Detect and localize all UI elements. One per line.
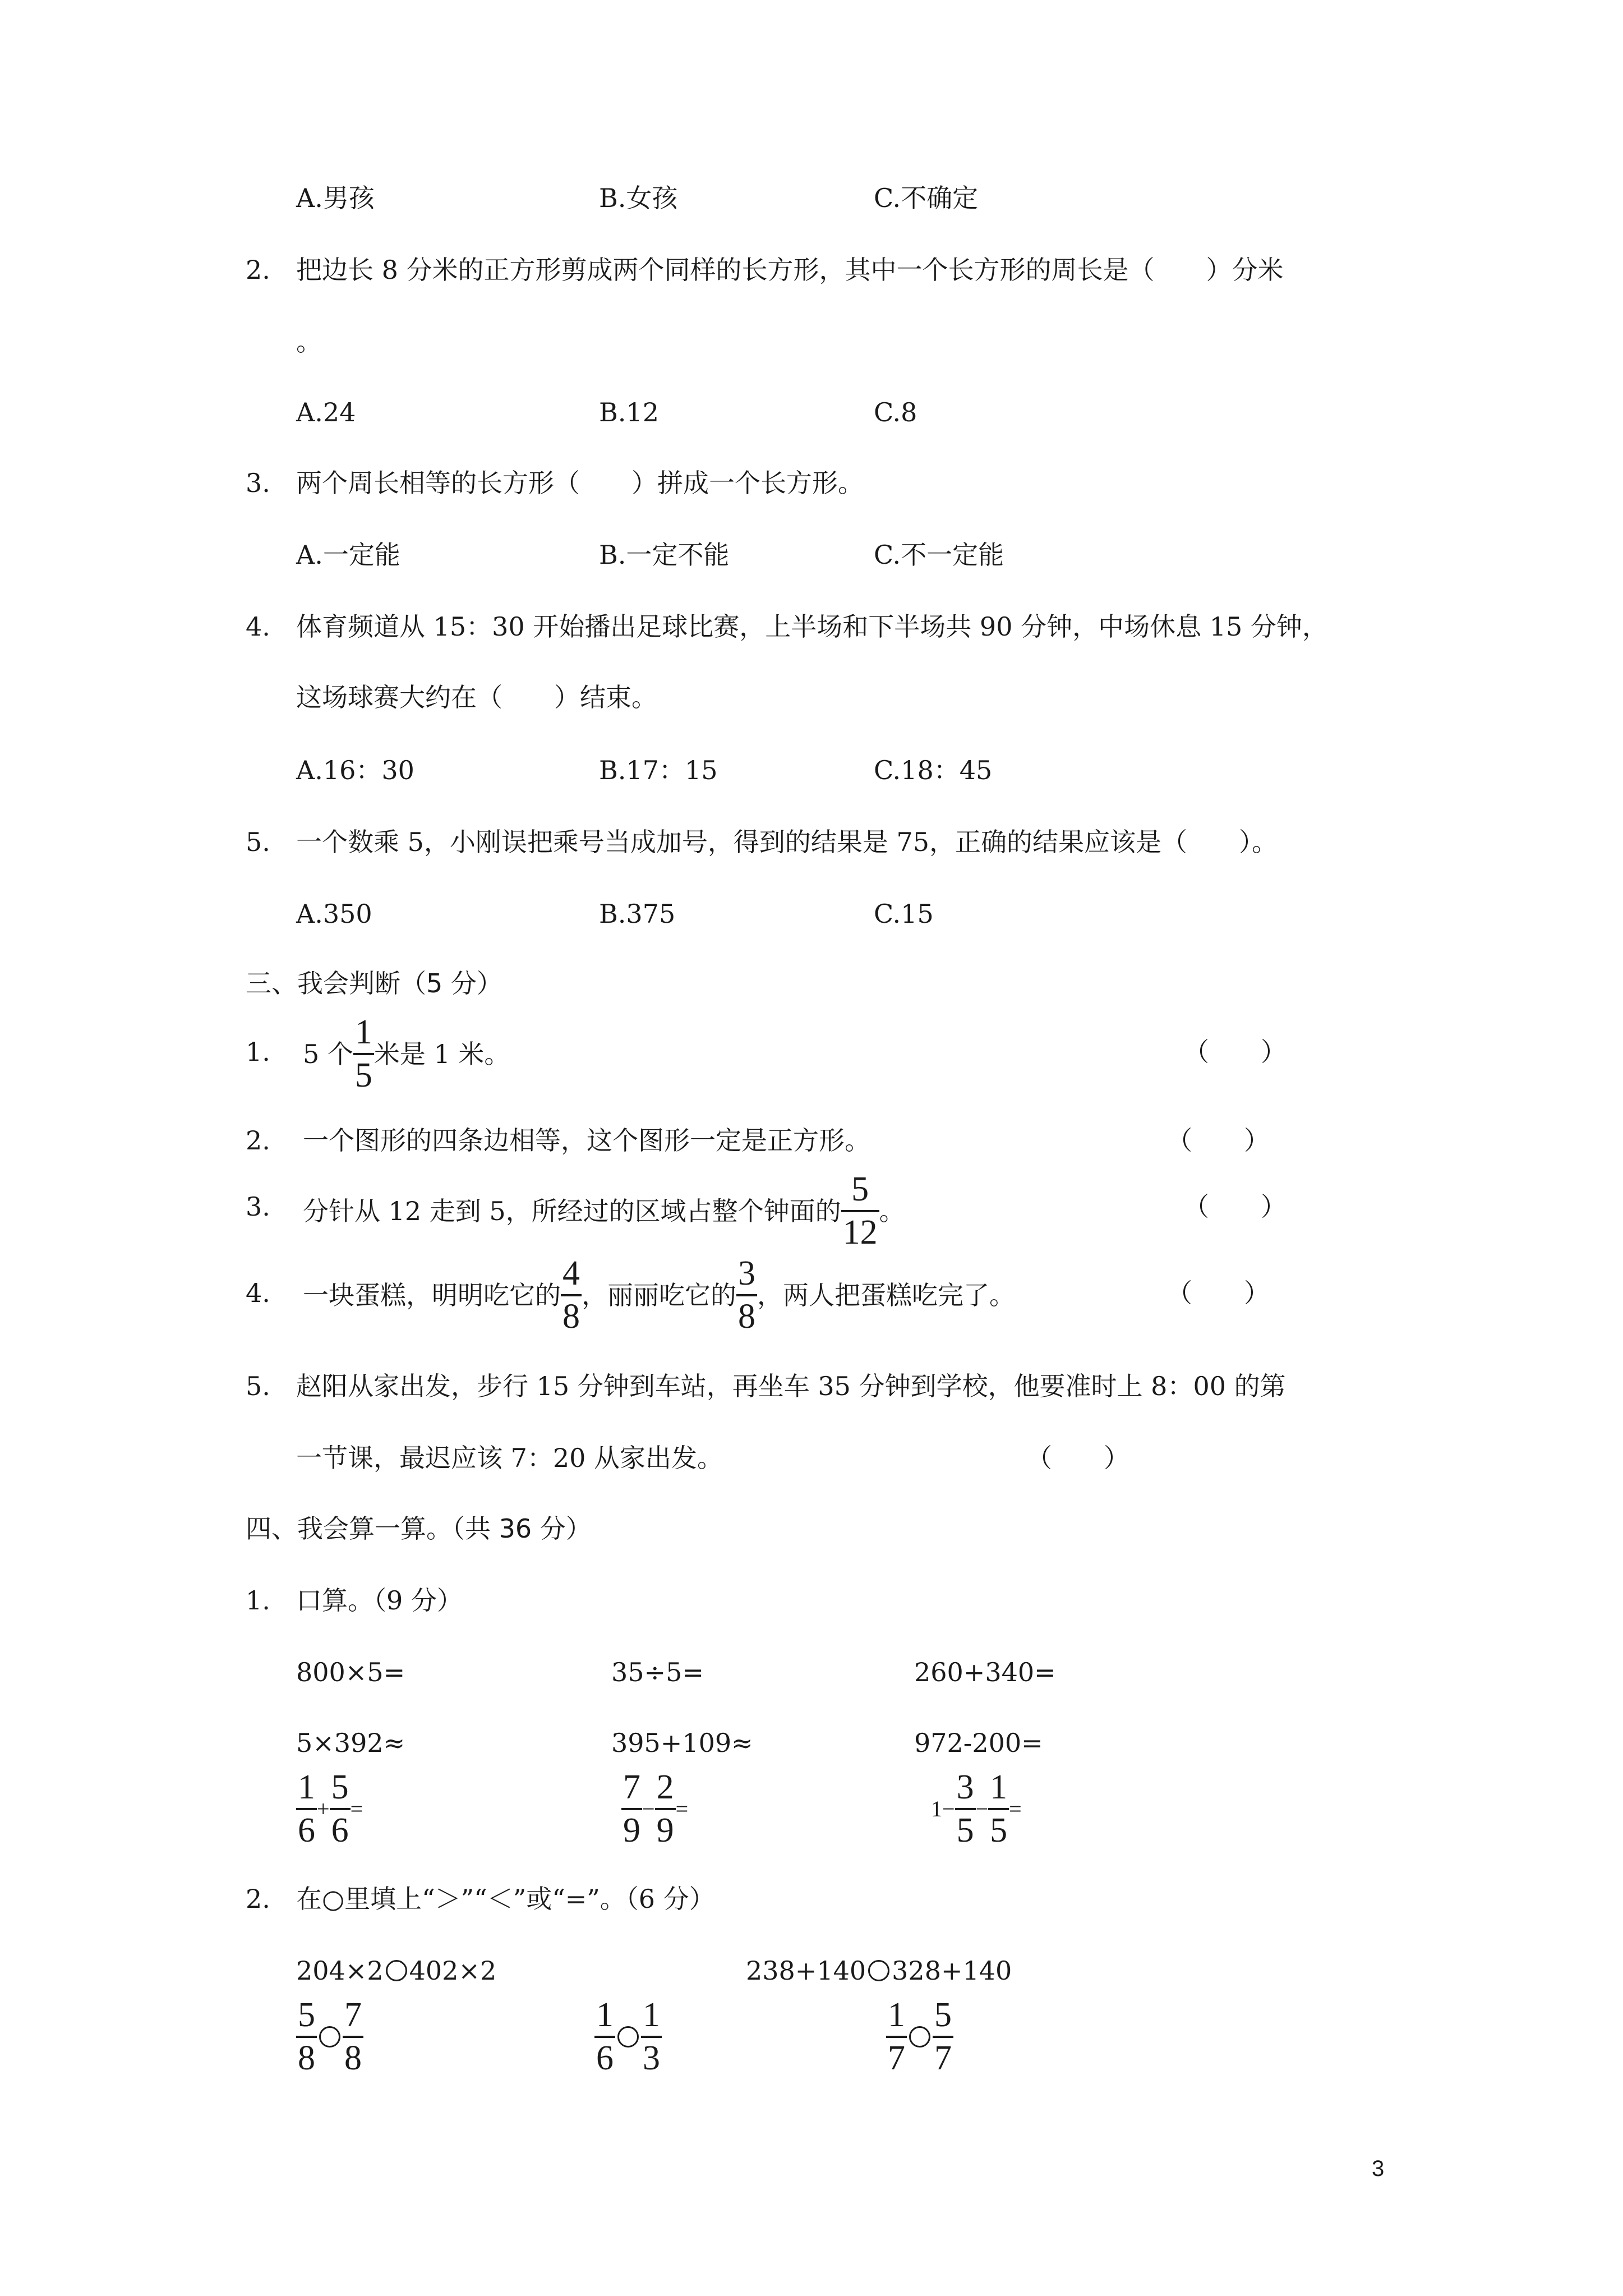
- q4-option-c: C.18：45: [874, 755, 993, 785]
- fraction-bar: [561, 1294, 582, 1296]
- j1-frac-num: 1: [354, 1013, 372, 1051]
- q1-option-c: C.不确定: [874, 183, 979, 213]
- frac-num: 3: [956, 1768, 974, 1806]
- q4-option-b: B.17：15: [599, 755, 718, 785]
- q4-number: 4.: [246, 611, 270, 642]
- fraction: [641, 1997, 662, 2077]
- j3-frac-den: 12: [842, 1213, 878, 1252]
- fraction-bar: [841, 1210, 879, 1212]
- fraction: [621, 1769, 642, 1849]
- fraction: [988, 1769, 1009, 1849]
- j4-mid: ，丽丽吃它的: [582, 1280, 736, 1311]
- j4-frac1-den: 8: [562, 1297, 580, 1336]
- j1-statement: [303, 1014, 510, 1094]
- j3-statement: [303, 1171, 905, 1251]
- q5-text: 一个数乘 5，小刚误把乘号当成加号，得到的结果是 75，正确的结果应该是（ ）。: [296, 827, 1278, 857]
- j1-post: 米是 1 米。: [374, 1039, 510, 1070]
- compare-circle[interactable]: [868, 1960, 889, 1981]
- fraction: [886, 1997, 907, 2077]
- minus-sign: −: [975, 1796, 989, 1822]
- q3-option-a: A.一定能: [296, 540, 400, 570]
- j1-pre: 5 个: [303, 1039, 353, 1070]
- fraction-bar: [988, 1808, 1009, 1810]
- equals-sign: =: [675, 1796, 689, 1822]
- frac-num: 1: [643, 1996, 660, 2034]
- j1-fraction: [353, 1014, 374, 1094]
- fraction: [955, 1769, 976, 1849]
- q2-option-b: B.12: [599, 397, 659, 427]
- fraction-bar: [330, 1808, 351, 1810]
- calc-item: 5×392≈: [296, 1728, 405, 1758]
- calc-item: 35÷5=: [611, 1657, 704, 1687]
- fraction: [594, 1997, 615, 2077]
- frac-num: 1: [990, 1768, 1008, 1806]
- q2-option-a: A.24: [296, 397, 356, 427]
- j4-fraction-2: [736, 1255, 757, 1335]
- frac-den: 6: [298, 1811, 315, 1850]
- q3-option-b: B.一定不能: [599, 540, 730, 570]
- frac-num: 7: [623, 1768, 640, 1806]
- q2-number: 2.: [246, 255, 270, 285]
- q3-option-c: C.不一定能: [874, 540, 1004, 570]
- fraction: [655, 1769, 676, 1849]
- j4-frac2-num: 3: [738, 1254, 755, 1292]
- q1-option-a: A.男孩: [296, 183, 375, 213]
- q4-text: 体育频道从 15：30 开始播出足球比赛，上半场和下半场共 90 分钟，中场休息 15 分钟，: [296, 611, 1328, 642]
- fraction-bar: [933, 2036, 953, 2038]
- compare-circle[interactable]: [319, 2026, 340, 2047]
- j4-fraction-1: [561, 1255, 582, 1335]
- compare-circle[interactable]: [386, 1960, 407, 1981]
- frac-num: 7: [344, 1996, 362, 2034]
- fraction-bar: [955, 1808, 976, 1810]
- frac-den: 7: [934, 2039, 952, 2078]
- j4-statement: [303, 1255, 1015, 1335]
- j4-number: 4.: [246, 1278, 270, 1308]
- calc-fraction-expression: [621, 1769, 688, 1849]
- fraction: [330, 1769, 351, 1849]
- frac-den: 8: [298, 2039, 315, 2078]
- frac-den: 9: [623, 1811, 640, 1850]
- frac-den: 6: [596, 2039, 614, 2078]
- j5-text: 赵阳从家出发，步行 15 分钟到车站，再坐车 35 分钟到学校，他要准时上 8：00 的第: [296, 1371, 1286, 1401]
- j4-post: ，两人把蛋糕吃完了。: [757, 1280, 1015, 1311]
- fraction: [296, 1997, 317, 2077]
- section4-title: 四、我会算一算。（共 36 分）: [246, 1513, 592, 1544]
- j3-pre: 分针从 12 走到 5，所经过的区域占整个钟面的: [303, 1196, 841, 1227]
- one-minus: 1−: [931, 1796, 955, 1822]
- compare-left: 204×2: [296, 1955, 384, 1986]
- fraction-bar: [296, 2036, 317, 2038]
- frac-den: 3: [643, 2039, 660, 2078]
- j1-answer-bracket[interactable]: （ ）: [1183, 1037, 1287, 1067]
- compare-item: [296, 1955, 497, 1986]
- compare-circle[interactable]: [617, 2026, 639, 2047]
- frac-num: 5: [298, 1996, 315, 2034]
- j3-number: 3.: [246, 1191, 270, 1222]
- q4-text-cont: 这场球赛大约在（ ）结束。: [296, 682, 657, 712]
- q5-option-c: C.15: [874, 899, 934, 929]
- p1-title: 口算。（9 分）: [296, 1585, 463, 1616]
- p1-number: 1.: [246, 1585, 270, 1616]
- j5-text-cont: 一节课，最迟应该 7：20 从家出发。: [296, 1443, 723, 1473]
- frac-num: 5: [331, 1768, 349, 1806]
- frac-num: 5: [934, 1996, 952, 2034]
- q5-number: 5.: [246, 827, 270, 857]
- fraction-bar: [736, 1294, 757, 1296]
- compare-fractions: [886, 1997, 953, 2077]
- compare-right: 328+140: [892, 1955, 1012, 1986]
- frac-den: 5: [956, 1811, 974, 1850]
- j3-frac-num: 5: [851, 1170, 869, 1208]
- j3-post: 。: [879, 1196, 905, 1227]
- q2-text: 把边长 8 分米的正方形剪成两个同样的长方形，其中一个长方形的周长是（ ）分米: [296, 255, 1284, 285]
- q3-text: 两个周长相等的长方形（ ）拼成一个长方形。: [296, 468, 864, 498]
- calc-item: 395+109≈: [611, 1728, 753, 1758]
- j4-pre: 一块蛋糕，明明吃它的: [303, 1280, 561, 1311]
- q5-option-a: A.350: [296, 899, 372, 929]
- calc-item: 972-200=: [914, 1728, 1043, 1758]
- fraction-bar: [353, 1053, 374, 1055]
- j4-frac2-den: 8: [738, 1297, 755, 1336]
- frac-num: 1: [888, 1996, 905, 2034]
- j3-answer-bracket[interactable]: （ ）: [1183, 1191, 1287, 1222]
- j3-fraction: [841, 1171, 879, 1251]
- j2-number: 2.: [246, 1125, 270, 1156]
- j4-answer-bracket[interactable]: （ ）: [1166, 1278, 1270, 1308]
- frac-num: 2: [656, 1768, 674, 1806]
- q2-text-cont: 。: [296, 326, 322, 357]
- j2-text: 一个图形的四条边相等，这个图形一定是正方形。: [303, 1125, 870, 1156]
- frac-den: 9: [656, 1811, 674, 1850]
- fraction-bar: [343, 2036, 363, 2038]
- fraction-bar: [886, 2036, 907, 2038]
- compare-item: [746, 1955, 1012, 1986]
- fraction: [343, 1997, 363, 2077]
- equals-sign: =: [350, 1796, 363, 1822]
- p2-title: 在○里填上“＞”“＜”或“=”。（6 分）: [296, 1884, 715, 1914]
- compare-fractions: [594, 1997, 662, 2077]
- calc-fraction-expression: [931, 1769, 1022, 1849]
- frac-den: 6: [331, 1811, 349, 1850]
- q1-option-b: B.女孩: [599, 183, 678, 213]
- fraction-bar: [621, 1808, 642, 1810]
- equals-sign: =: [1009, 1796, 1022, 1822]
- frac-den: 8: [344, 2039, 362, 2078]
- frac-num: 1: [596, 1996, 614, 2034]
- j5-number: 5.: [246, 1371, 270, 1401]
- calc-fraction-expression: [296, 1769, 363, 1849]
- j5-answer-bracket[interactable]: （ ）: [1026, 1443, 1129, 1473]
- p2-number: 2.: [246, 1884, 270, 1914]
- j4-frac1-num: 4: [562, 1254, 580, 1292]
- j1-frac-den: 5: [354, 1056, 372, 1095]
- frac-den: 5: [990, 1811, 1008, 1850]
- frac-num: 1: [298, 1768, 315, 1806]
- q3-number: 3.: [246, 468, 270, 498]
- fraction-bar: [655, 1808, 676, 1810]
- compare-fractions: [296, 1997, 363, 2077]
- fraction-bar: [296, 1808, 317, 1810]
- calc-item: 800×5=: [296, 1657, 405, 1687]
- compare-right: 402×2: [409, 1955, 497, 1986]
- j1-number: 1.: [246, 1037, 270, 1067]
- fraction-bar: [594, 2036, 615, 2038]
- fraction: [296, 1769, 317, 1849]
- minus-sign: −: [642, 1796, 655, 1822]
- page-number: 3: [1372, 2156, 1385, 2181]
- fraction: [933, 1997, 953, 2077]
- section3-title: 三、我会判断（5 分）: [246, 968, 502, 999]
- j2-answer-bracket[interactable]: （ ）: [1166, 1125, 1270, 1156]
- q2-option-c: C.8: [874, 397, 917, 427]
- compare-circle[interactable]: [909, 2026, 930, 2047]
- calc-item: 260+340=: [914, 1657, 1056, 1687]
- compare-left: 238+140: [746, 1955, 866, 1986]
- q4-option-a: A.16：30: [296, 755, 414, 785]
- q5-option-b: B.375: [599, 899, 676, 929]
- fraction-bar: [641, 2036, 662, 2038]
- frac-den: 7: [888, 2039, 905, 2078]
- plus-sign: +: [317, 1796, 330, 1822]
